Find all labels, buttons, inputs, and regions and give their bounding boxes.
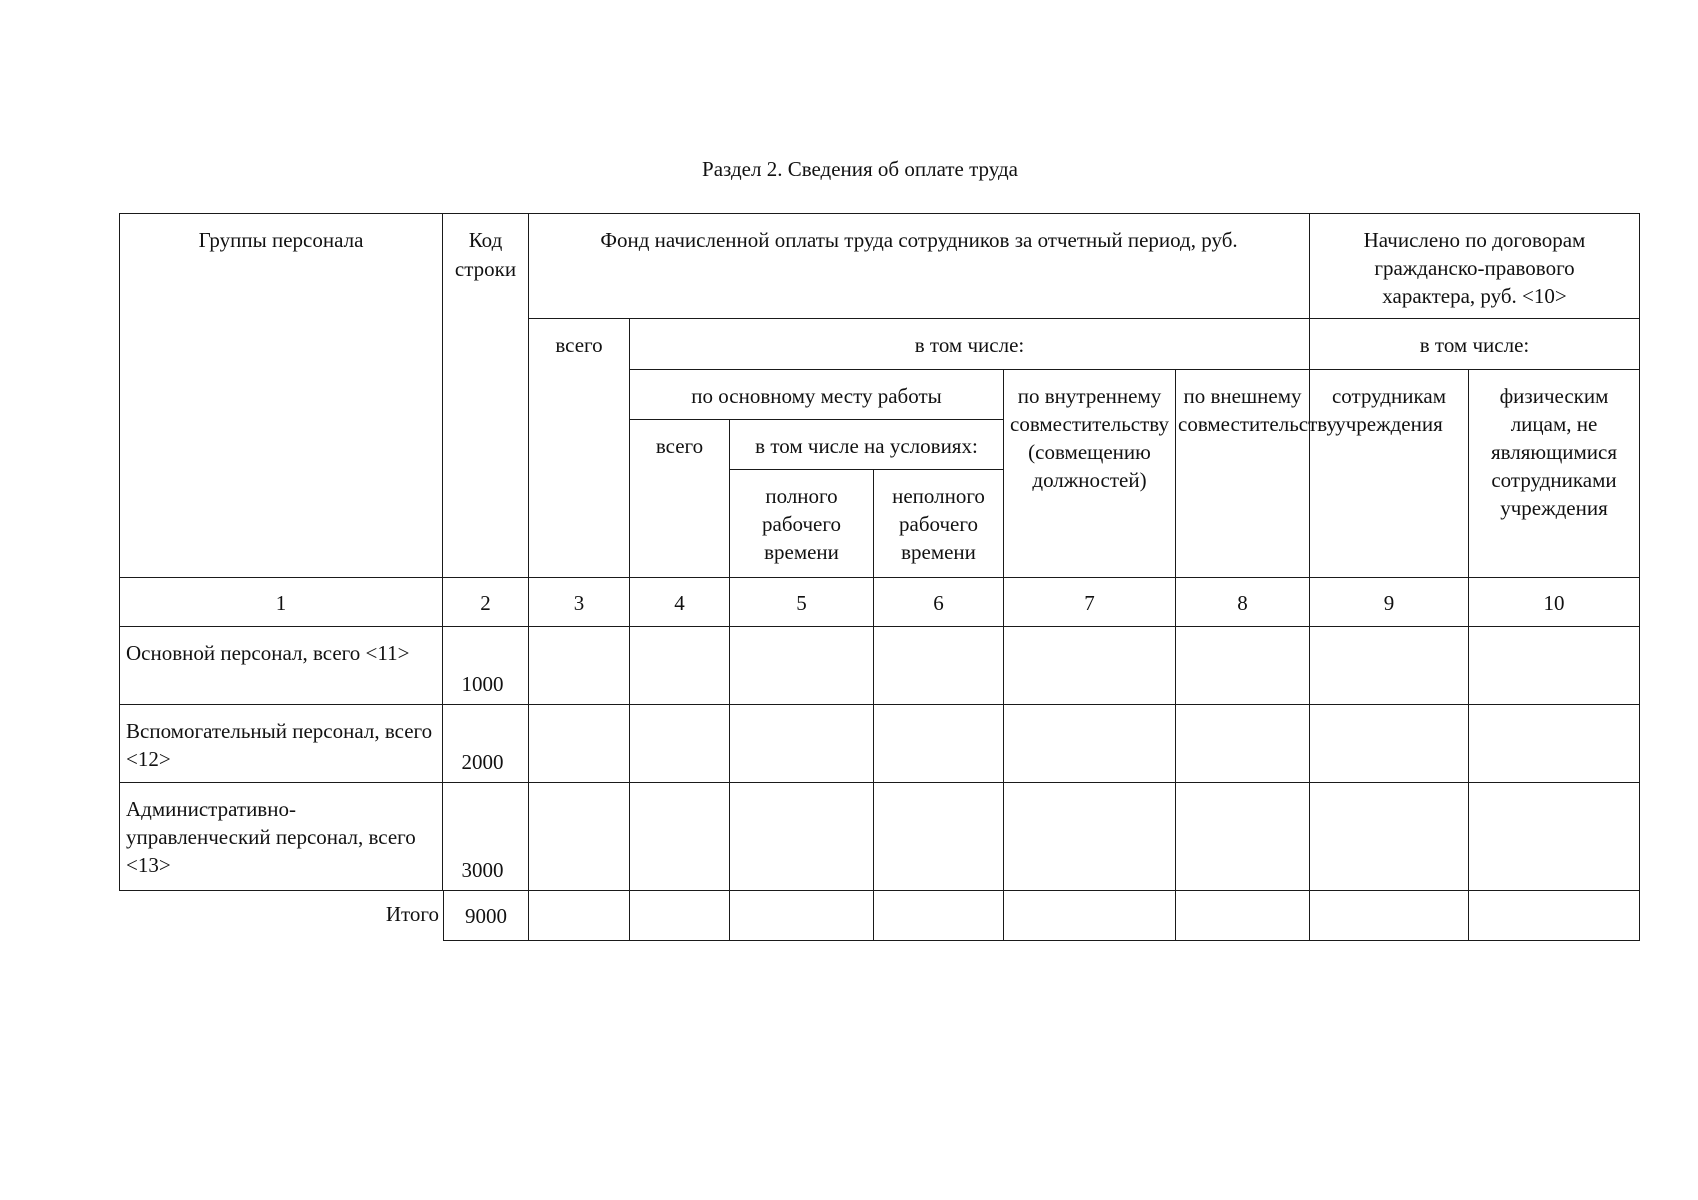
header-including-fund: в том числе: [630, 319, 1310, 370]
header-gph: Начислено по договорам гражданско-правового характера, руб. <10> [1310, 213, 1640, 319]
column-number: 2 [443, 578, 529, 627]
column-number: 6 [874, 578, 1004, 627]
header-fund: Фонд начисленной оплаты труда сотрудников за отчетный период, руб. [529, 213, 1310, 319]
header-total: всего [529, 319, 630, 578]
data-cell[interactable] [1469, 891, 1640, 941]
data-cell[interactable] [529, 627, 630, 705]
data-cell[interactable] [1176, 705, 1310, 783]
column-number: 5 [730, 578, 874, 627]
header-non-employees: физическим лицам, не являющимися сотрудниками учреждения [1469, 370, 1640, 578]
row-code: 3000 [443, 783, 529, 891]
data-cell[interactable] [529, 783, 630, 891]
data-cell[interactable] [630, 627, 730, 705]
data-cell[interactable] [730, 705, 874, 783]
data-cell[interactable] [529, 891, 630, 941]
data-cell[interactable] [1004, 705, 1176, 783]
row-code: 2000 [443, 705, 529, 783]
data-cell[interactable] [874, 891, 1004, 941]
data-cell[interactable] [630, 705, 730, 783]
data-cell[interactable] [730, 891, 874, 941]
header-external: по внешнему совместительству [1176, 370, 1310, 578]
header-internal: по внутреннему совместительству (совмещению должностей) [1004, 370, 1176, 578]
data-cell[interactable] [1004, 627, 1176, 705]
data-cell[interactable] [1469, 783, 1640, 891]
data-cell[interactable] [1469, 705, 1640, 783]
data-cell[interactable] [1310, 705, 1469, 783]
column-number: 10 [1469, 578, 1640, 627]
data-cell[interactable] [1176, 627, 1310, 705]
data-cell[interactable] [730, 627, 874, 705]
column-number: 3 [529, 578, 630, 627]
data-cell[interactable] [529, 705, 630, 783]
data-cell[interactable] [874, 627, 1004, 705]
row-code: 1000 [443, 627, 529, 705]
data-cell[interactable] [1310, 627, 1469, 705]
header-main-total: всего [630, 420, 730, 578]
column-number: 8 [1176, 578, 1310, 627]
column-number: 4 [630, 578, 730, 627]
header-main-place: по основному месту работы [630, 370, 1004, 420]
data-cell[interactable] [1176, 783, 1310, 891]
data-cell[interactable] [1004, 891, 1176, 941]
row-label: Основной персонал, всего <11> [119, 627, 443, 705]
data-cell[interactable] [1310, 891, 1469, 941]
data-cell[interactable] [1310, 783, 1469, 891]
header-code: Код строки [443, 213, 529, 578]
row-label: Вспомогательный персонал, всего <12> [119, 705, 443, 783]
header-groups: Группы персонала [119, 213, 443, 578]
data-cell[interactable] [1176, 891, 1310, 941]
data-cell[interactable] [874, 705, 1004, 783]
total-code: 9000 [443, 891, 529, 941]
header-employees: сотрудникам учреждения [1310, 370, 1469, 578]
row-label: Административно-управленческий персонал, всего <13> [119, 783, 443, 891]
section-title: Раздел 2. Сведения об оплате труда [702, 157, 1018, 181]
data-cell[interactable] [1004, 783, 1176, 891]
data-cell[interactable] [874, 783, 1004, 891]
header-including-gph: в том числе: [1310, 319, 1640, 370]
data-cell[interactable] [1469, 627, 1640, 705]
data-cell[interactable] [630, 891, 730, 941]
column-number: 1 [119, 578, 443, 627]
total-label: Итого [385, 902, 439, 926]
column-number: 9 [1310, 578, 1469, 627]
data-cell[interactable] [730, 783, 874, 891]
header-part-time: неполного рабочего времени [874, 470, 1004, 578]
column-number: 7 [1004, 578, 1176, 627]
header-full-time: полного рабочего времени [730, 470, 874, 578]
pay-table [119, 213, 1640, 952]
header-conditions: в том числе на условиях: [730, 420, 1004, 470]
data-cell[interactable] [630, 783, 730, 891]
